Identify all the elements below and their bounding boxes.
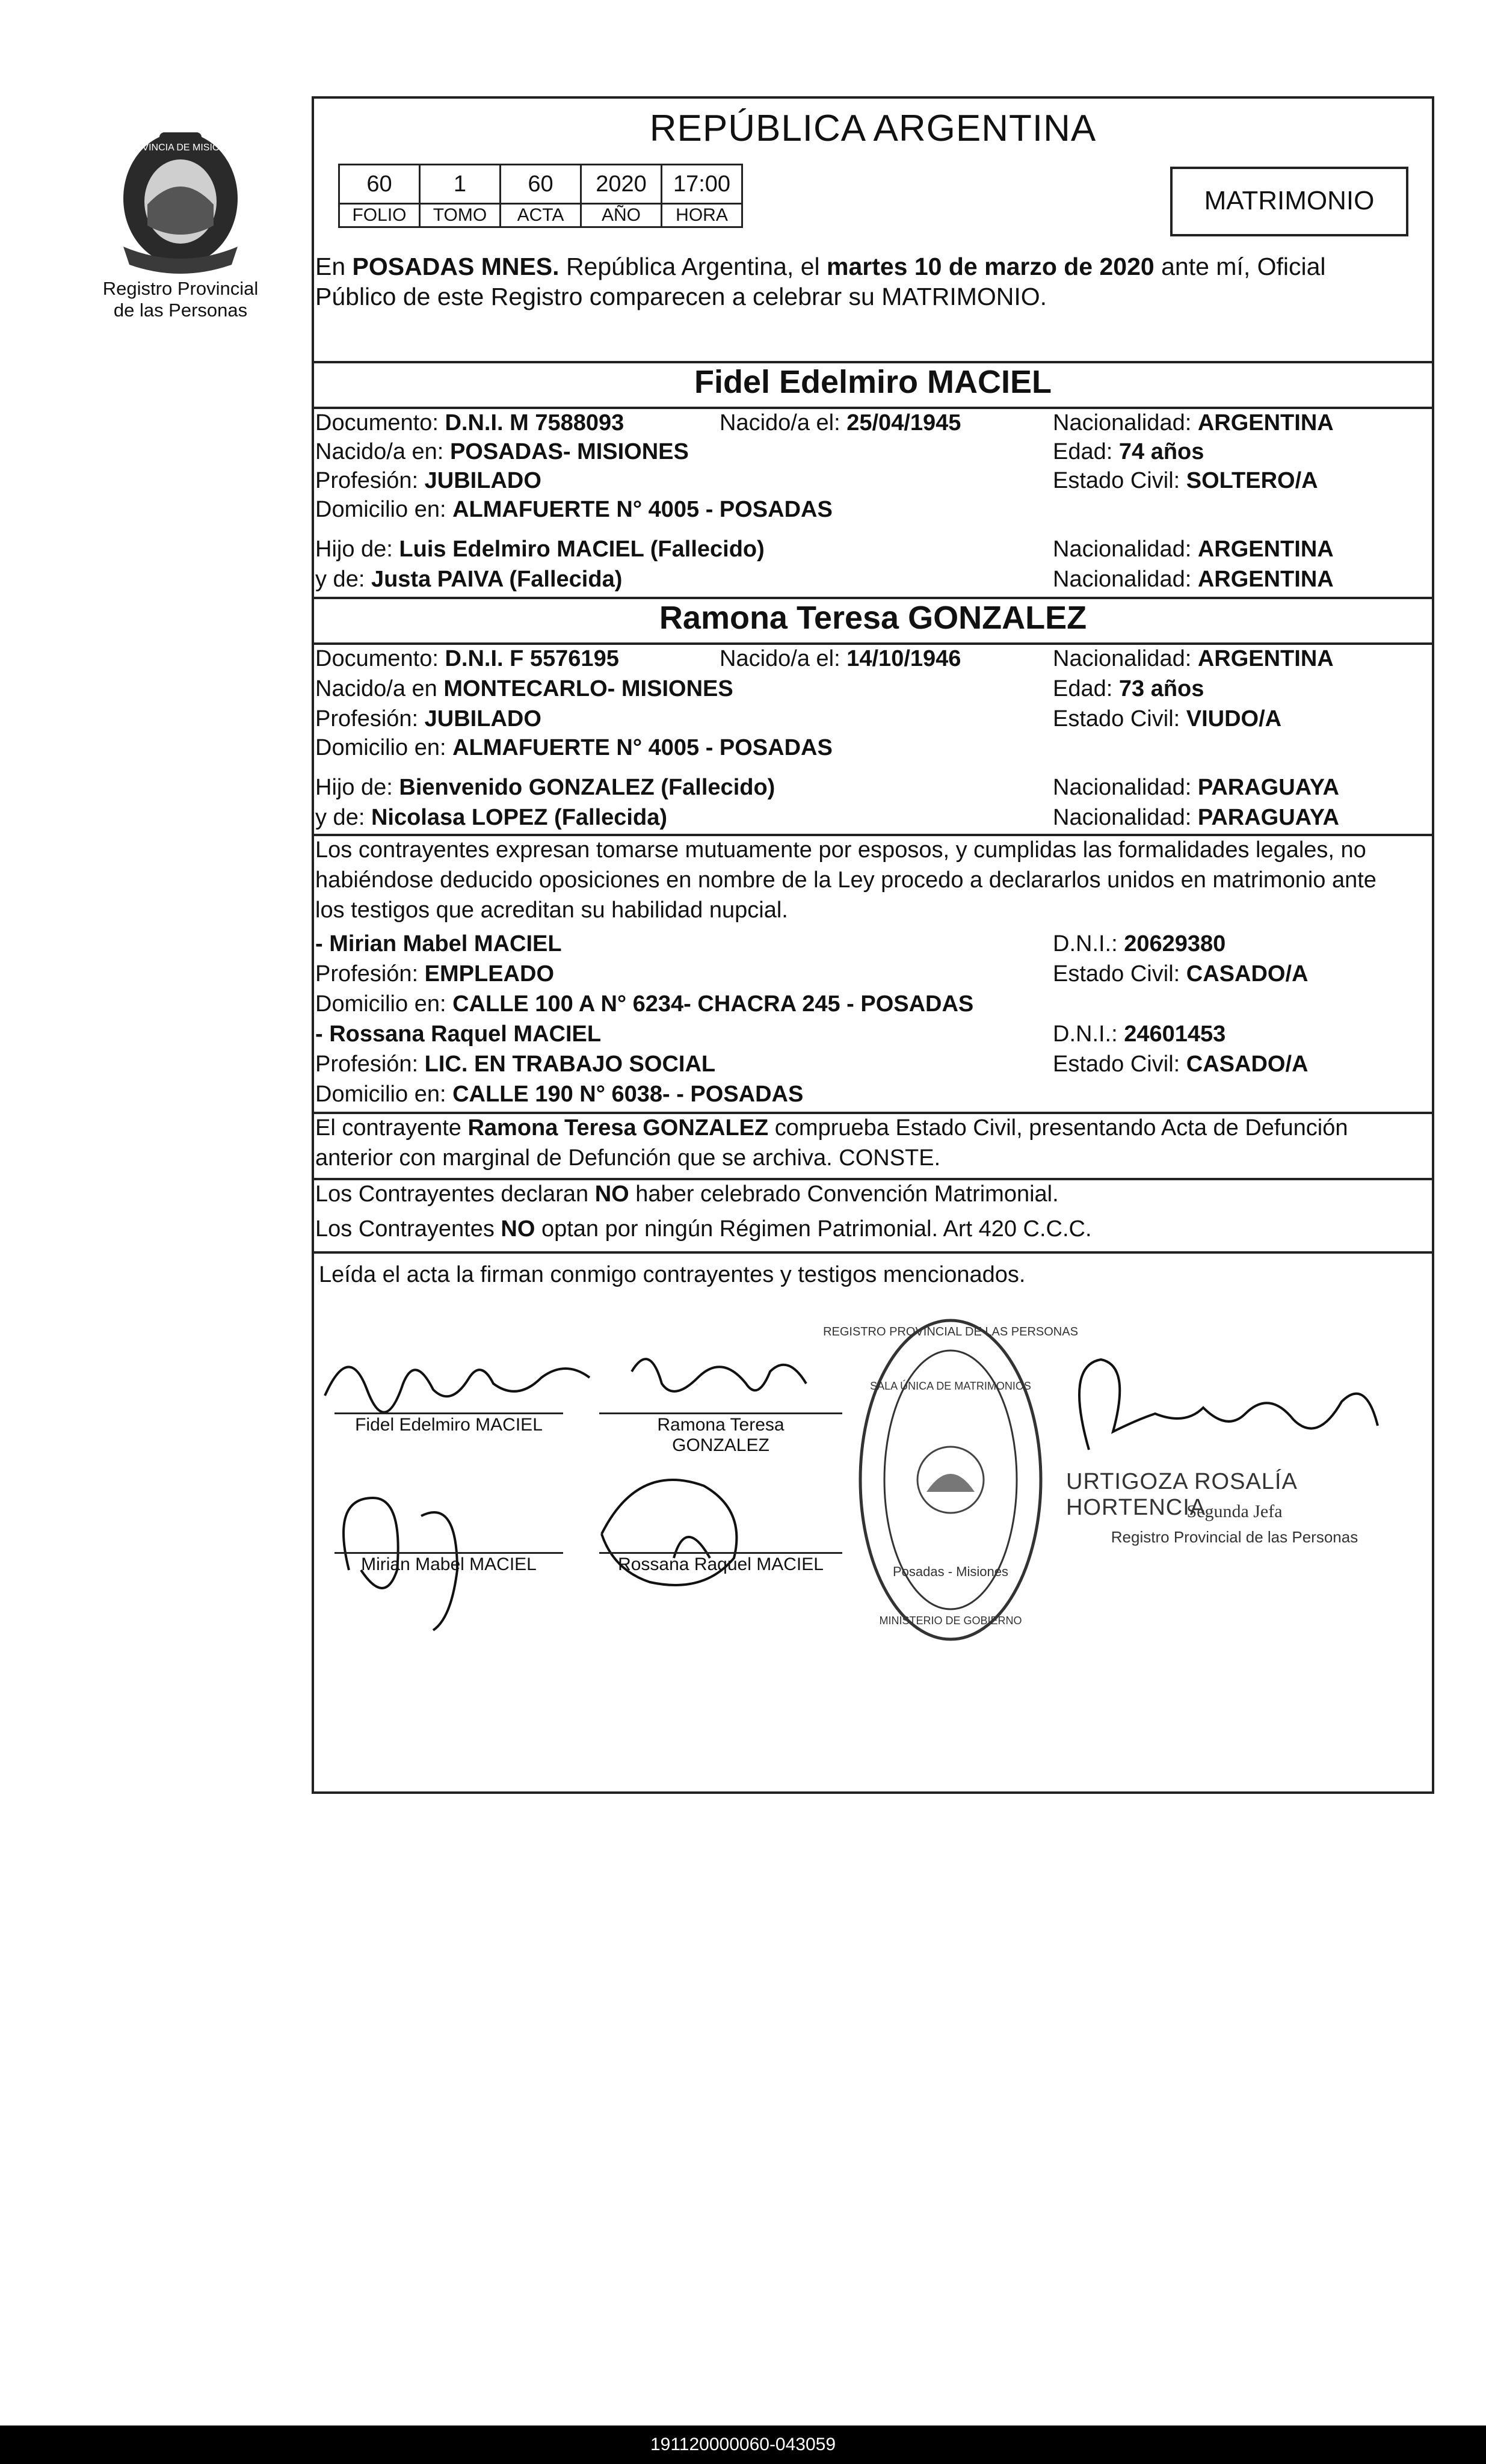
official-seal-stamp (823, 1311, 1078, 1648)
witness2-civil (1053, 1049, 1308, 1079)
signature-label-2b: GONZALEZ (672, 1435, 769, 1455)
label: Nacionalidad: (1053, 537, 1192, 562)
svg-text:SALA ÚNICA DE MATRIMONIOS: SALA ÚNICA DE MATRIMONIOS (870, 1380, 1031, 1392)
signature-line (335, 1552, 563, 1554)
party1-birthplace (315, 437, 689, 467)
value: ALMAFUERTE N° 4005 - POSADAS (452, 497, 833, 522)
signature-label-2a: Ramona Teresa (657, 1415, 785, 1435)
label: Nacido/a en: (315, 439, 444, 464)
party2-nat (1053, 644, 1334, 674)
value: CASADO/A (1186, 961, 1309, 987)
party2-age (1053, 674, 1204, 704)
declaration-line-2: habiéndose deducido oposiciones en nombre de la Ley procedo a declararlos unidos en matrimonio ante (315, 867, 1377, 893)
label: D.N.I.: (1053, 1021, 1118, 1047)
party1-doc (315, 408, 624, 438)
value: Nicolasa LOPEZ (Fallecida) (371, 805, 667, 830)
folio-value: 60 (339, 165, 420, 204)
value: Bienvenido GONZALEZ (Fallecido) (399, 775, 775, 800)
value: JUBILADO (424, 706, 541, 732)
record-type-box: MATRIMONIO (1170, 167, 1408, 236)
value: 73 años (1118, 676, 1204, 701)
record-numbers-table (338, 164, 743, 228)
party1-age (1053, 437, 1204, 467)
label: Nacido/a en (315, 676, 437, 701)
label: Nacionalidad: (1053, 567, 1192, 592)
official-organization: Registro Provincial de las Personas (1111, 1528, 1358, 1546)
value: ARGENTINA (1197, 567, 1334, 592)
party1-born (720, 408, 961, 438)
witness1-dni (1053, 929, 1225, 959)
value: Justa PAIVA (Fallecida) (371, 567, 623, 592)
official-signature (1065, 1341, 1402, 1474)
label: Documento: (315, 646, 439, 671)
party1-prof (315, 466, 541, 496)
label: D.N.I.: (1053, 931, 1118, 956)
note-name: Ramona Teresa GONZALEZ (467, 1115, 769, 1141)
regime-line-1 (315, 1179, 1059, 1209)
label: Nacido/a el: (720, 410, 840, 436)
value: 24601453 (1124, 1021, 1226, 1047)
party2-prof (315, 704, 541, 734)
declaration-line-3: los testigos que acreditan su habilidad nupcial. (315, 898, 788, 923)
label: Domicilio en: (315, 1082, 446, 1107)
value: PARAGUAYA (1197, 805, 1339, 830)
signature-label-1: Fidel Edelmiro MACIEL (355, 1415, 543, 1435)
value: VIUDO/A (1186, 706, 1282, 732)
party2-civil (1053, 704, 1281, 734)
witness2-name: - Rossana Raquel MACIEL (315, 1021, 602, 1047)
party2-father (315, 772, 775, 802)
label: Estado Civil: (1053, 961, 1180, 987)
label: Nacionalidad: (1053, 410, 1192, 436)
closing-statement: Leída el acta la firman conmigo contrayentes y testigos mencionados. (319, 1262, 1026, 1287)
party2-father-nat (1053, 772, 1339, 802)
regime-text: Los Contrayentes declaran (315, 1181, 595, 1207)
value: SOLTERO/A (1186, 468, 1318, 493)
witness1-prof (315, 959, 554, 989)
label: Nacionalidad: (1053, 775, 1192, 800)
signature-line (335, 1412, 563, 1414)
value: Luis Edelmiro MACIEL (Fallecido) (399, 537, 765, 562)
value: MONTECARLO- MISIONES (443, 676, 733, 701)
document-code-bar: 191120000060-043059 (0, 2426, 1486, 2464)
witness2-dni (1053, 1019, 1225, 1049)
witness2-prof (315, 1049, 715, 1079)
party1-nat (1053, 408, 1334, 438)
tomo-label: TOMO (420, 204, 501, 227)
party1-addr (315, 494, 833, 525)
label: Profesión: (315, 1052, 419, 1077)
label: Domicilio en: (315, 735, 446, 760)
signature-line (599, 1552, 842, 1554)
value: D.N.I. M 7588093 (445, 410, 624, 436)
party1-mother-nat (1053, 564, 1334, 594)
signature-line (599, 1412, 842, 1414)
country-title: REPÚBLICA ARGENTINA (649, 108, 1097, 149)
label: Hijo de: (315, 537, 393, 562)
party2-birthplace (315, 674, 733, 704)
value: LIC. EN TRABAJO SOCIAL (424, 1052, 716, 1077)
note-text: comprueba Estado Civil, presentando Acta de Defunción (768, 1115, 1348, 1141)
svg-text:PROVINCIA DE MISIONES: PROVINCIA DE MISIONES (121, 143, 240, 153)
value: ARGENTINA (1197, 646, 1334, 671)
handwritten-signatures (313, 1317, 854, 1630)
value: JUBILADO (424, 468, 541, 493)
divider (312, 1251, 1434, 1254)
label: Nacionalidad: (1053, 805, 1192, 830)
value: CASADO/A (1186, 1052, 1309, 1077)
value: 25/04/1945 (846, 410, 961, 436)
label: Estado Civil: (1053, 468, 1180, 493)
regime-line-2 (315, 1214, 1092, 1244)
witness2-addr (315, 1079, 803, 1109)
label: Documento: (315, 410, 439, 436)
label: Edad: (1053, 676, 1113, 701)
value: CALLE 190 N° 6038- - POSADAS (452, 1082, 804, 1107)
party1-father (315, 534, 765, 564)
party2-name-heading: Ramona Teresa GONZALEZ (659, 600, 1087, 636)
value: 14/10/1946 (846, 646, 961, 671)
intro-text: ante mí, Oficial (1154, 253, 1326, 280)
label: Profesión: (315, 961, 419, 987)
official-name: URTIGOZA ROSALÍA HORTENCIA (1066, 1469, 1296, 1520)
label: Profesión: (315, 468, 419, 493)
acta-value: 60 (501, 165, 581, 204)
note-line-1 (315, 1113, 1348, 1143)
party2-doc (315, 644, 619, 674)
party1-mother (315, 564, 622, 594)
intro-date: martes 10 de marzo de 2020 (827, 253, 1155, 280)
label: Estado Civil: (1053, 1052, 1180, 1077)
label: Profesión: (315, 706, 419, 732)
intro-line-2: Público de este Registro comparecen a celebrar su MATRIMONIO. (315, 283, 1047, 310)
intro-text: En (315, 253, 353, 280)
svg-text:REGISTRO PROVINCIAL DE LAS PER: REGISTRO PROVINCIAL DE LAS PERSONAS (823, 1325, 1078, 1338)
anio-label: AÑO (581, 204, 662, 227)
value: 74 años (1118, 439, 1204, 464)
value: PARAGUAYA (1197, 775, 1339, 800)
regime-no: NO (501, 1216, 535, 1242)
value: ALMAFUERTE N° 4005 - POSADAS (452, 735, 833, 760)
hora-value: 17:00 (662, 165, 742, 204)
province-coat-of-arms-logo (111, 120, 250, 277)
logo-caption (90, 278, 271, 321)
value: EMPLEADO (424, 961, 555, 987)
intro-line-1 (315, 250, 1326, 283)
signature-label-4: Rossana Raquel MACIEL (618, 1554, 824, 1574)
tomo-value: 1 (420, 165, 501, 204)
folio-label: FOLIO (339, 204, 420, 227)
svg-text:Posadas - Misiones: Posadas - Misiones (893, 1564, 1008, 1579)
anio-value: 2020 (581, 165, 662, 204)
label: Estado Civil: (1053, 706, 1180, 732)
party1-name-heading: Fidel Edelmiro MACIEL (694, 364, 1052, 400)
regime-no: NO (594, 1181, 629, 1207)
logo-caption-line-2: de las Personas (113, 300, 248, 321)
value: 20629380 (1124, 931, 1226, 956)
regime-text: optan por ningún Régimen Patrimonial. Art 420 C.C.C. (535, 1216, 1092, 1242)
label: y de: (315, 567, 365, 592)
intro-text: República Argentina, el (559, 253, 827, 280)
party1-father-nat (1053, 534, 1334, 564)
regime-text: haber celebrado Convención Matrimonial. (629, 1181, 1059, 1207)
label: Hijo de: (315, 775, 393, 800)
witness1-name: - Mirian Mabel MACIEL (315, 931, 562, 956)
signature-label-2 (599, 1415, 842, 1456)
declaration-line-1: Los contrayentes expresan tomarse mutuamente por esposos, y cumplidas las formalidades legales, no (315, 837, 1366, 863)
party2-addr (315, 733, 833, 763)
signature-label-3: Mirian Mabel MACIEL (361, 1554, 537, 1574)
witness1-addr (315, 989, 973, 1019)
label: Domicilio en: (315, 991, 446, 1017)
party1-civil (1053, 466, 1318, 496)
regime-text: Los Contrayentes (315, 1216, 501, 1242)
label: Domicilio en: (315, 497, 446, 522)
note-text: El contrayente (315, 1115, 468, 1141)
official-title: Segunda Jefa (1186, 1502, 1283, 1521)
intro-place: POSADAS MNES. (352, 253, 560, 280)
party2-mother-nat (1053, 802, 1339, 833)
value: ARGENTINA (1197, 537, 1334, 562)
label: y de: (315, 805, 365, 830)
value: ARGENTINA (1197, 410, 1334, 436)
value: CALLE 100 A N° 6234- CHACRA 245 - POSADAS (452, 991, 974, 1017)
svg-text:MINISTERIO DE GOBIERNO: MINISTERIO DE GOBIERNO (879, 1615, 1022, 1627)
note-line-2: anterior con marginal de Defunción que se archiva. CONSTE. (315, 1145, 941, 1171)
label: Nacionalidad: (1053, 646, 1192, 671)
logo-caption-line-1: Registro Provincial (102, 278, 259, 299)
value: D.N.I. F 5576195 (445, 646, 619, 671)
label: Edad: (1053, 439, 1113, 464)
value: POSADAS- MISIONES (449, 439, 689, 464)
party2-born (720, 644, 961, 674)
label: Nacido/a el: (720, 646, 840, 671)
party2-mother (315, 802, 667, 833)
hora-label: HORA (662, 204, 742, 227)
witness1-civil (1053, 959, 1308, 989)
acta-label: ACTA (501, 204, 581, 227)
